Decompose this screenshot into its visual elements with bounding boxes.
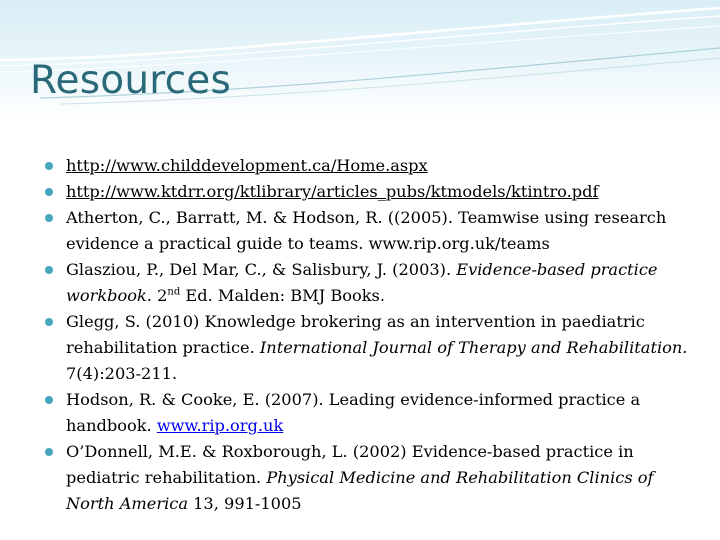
journal-title: Physical Medicine and Rehabilitation Clinics of North America [66, 468, 654, 513]
reference-link[interactable]: http://www.ktdrr.org/ktlibrary/articles_pubs/ktmodels/ktintro.pdf [66, 182, 599, 201]
edition-number: 2 [151, 286, 168, 305]
reference-text: 7(4):203-211. [66, 364, 178, 383]
bullet-icon [45, 448, 53, 456]
reference-text: Atherton, C., Barratt, M. & Hodson, R. ((2005). Teamwise using research evidence a practical guide to teams. www.rip.org.uk/teams [66, 208, 667, 253]
journal-title: International Journal of Therapy and Rehabilitation. [259, 338, 688, 357]
bullet-icon [45, 396, 53, 404]
bullet-icon [45, 214, 53, 222]
reference-text: Hodson, R. & Cooke, E. (2007). Leading evidence-informed practice a handbook. [66, 390, 641, 435]
list-item [45, 153, 695, 179]
reference-text: Ed. Malden: BMJ Books. [180, 286, 386, 305]
reference-link[interactable]: www.rip.org.uk [156, 416, 284, 435]
reference-link[interactable]: http://www.childdevelopment.ca/Home.aspx [66, 156, 428, 175]
list-item [45, 439, 695, 517]
slide-title: Resources [30, 58, 231, 103]
bullet-icon [45, 318, 53, 326]
reference-text: Glegg, S. (2010) Knowledge brokering as an intervention in paediatric rehabilitation practice. [66, 312, 645, 357]
reference-text: 13, 991-1005 [187, 494, 302, 513]
edition-suffix: nd [167, 286, 181, 298]
list-item [45, 205, 695, 257]
bullet-icon [45, 188, 53, 196]
reference-text: O’Donnell, M.E. & Roxborough, L. (2002) Evidence-based practice in pediatric rehabilitation. [66, 442, 634, 487]
bullet-icon [45, 266, 53, 274]
reference-text: Glasziou, P., Del Mar, C., & Salisbury, J. (2003). [66, 260, 457, 279]
list-item [45, 179, 695, 205]
reference-title: Evidence-based practice workbook. [66, 260, 658, 305]
reference-list [45, 153, 695, 517]
list-item [45, 257, 695, 309]
list-item [45, 387, 695, 439]
bullet-icon [45, 162, 53, 170]
list-item [45, 309, 695, 387]
